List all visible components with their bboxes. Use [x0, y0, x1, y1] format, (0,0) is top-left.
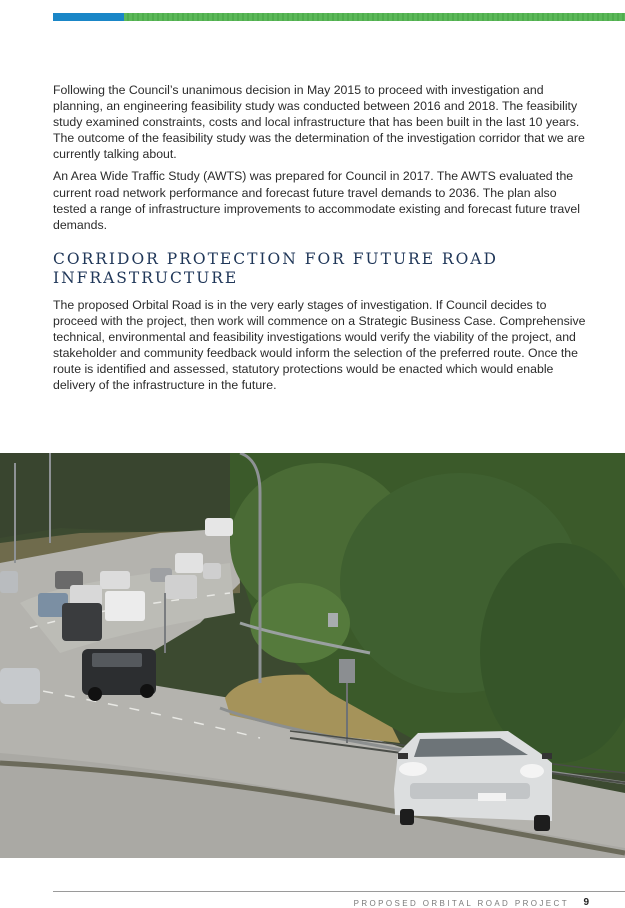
- section-heading: CORRIDOR PROTECTION FOR FUTURE ROAD INFRASTRUCTURE: [53, 249, 498, 288]
- accent-bar-green: [124, 13, 625, 21]
- footer-title: PROPOSED ORBITAL ROAD PROJECT: [353, 899, 569, 908]
- body-paragraph-2: An Area Wide Traffic Study (AWTS) was prepared for Council in 2017. The AWTS evaluated the current road network performance and forecast future travel demands to 2036. The plan also tested a range of infrastructure improvements to accommodate existing and forecast future travel demands.: [53, 169, 580, 232]
- road-traffic-photo: [0, 453, 625, 858]
- top-accent-bar: [53, 13, 625, 21]
- page-number: 9: [583, 897, 589, 908]
- accent-bar-blue: [53, 13, 124, 21]
- body-paragraph-3: The proposed Orbital Road is in the very early stages of investigation. If Council decides to proceed with the project, then work will commence on a Strategic Business Case. Comprehensive technical, environmental and feasibility investigations would verify the viability of the project, and stakeholder and community feedback would inform the selection of the preferred route. Once the route is identified and assessed, statutory protections would be enacted which would enable delivery of the infrastructure in the future.: [53, 297, 586, 393]
- footer-rule: [53, 891, 625, 892]
- main-content: [53, 82, 590, 399]
- body-paragraph-1: Following the Council’s unanimous decision in May 2015 to proceed with investigation and planning, an engineering feasibility study was conducted between 2016 and 2018. The feasibility study examined constraints, costs and local infrastructure that has been built in the last 10 years. The outcome of the feasibility study was the determination of the investigation corridor that we are currently talking about.: [53, 83, 585, 162]
